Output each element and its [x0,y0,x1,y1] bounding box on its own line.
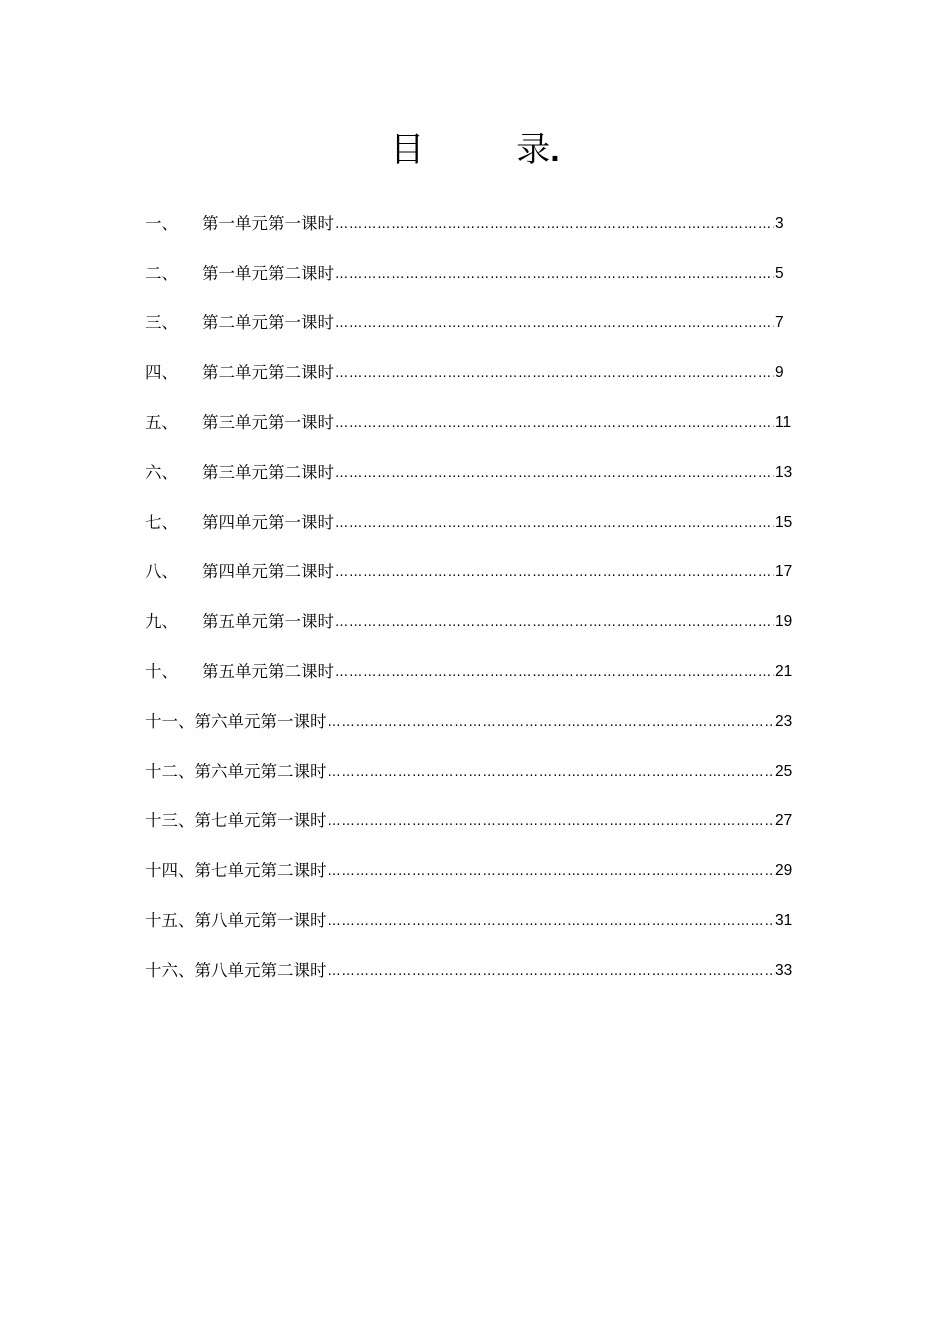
toc-dot-leader [335,211,774,237]
page-title [0,124,950,176]
toc-entry-page: 17 [775,563,793,581]
toc-entry-title: 第七单元第一课时 [194,811,327,831]
toc-entry-page: 27 [775,812,793,830]
toc-entry-page: 23 [775,712,793,730]
toc-entry-title: 第五单元第一课时 [202,612,334,632]
toc-entry-title: 第二单元第一课时 [202,313,334,333]
toc-dot-leader [335,559,774,585]
toc-entry-number: 八、 [145,562,178,582]
toc-entry-title: 第五单元第二课时 [202,662,334,682]
toc-entry[interactable] [145,697,805,747]
toc-entry-number: 十六、 [145,960,195,980]
toc-dot-leader [335,261,774,287]
toc-entry[interactable] [145,448,805,498]
toc-entry[interactable] [145,398,805,448]
toc-entry-title: 第二单元第二课时 [202,363,334,383]
toc-entry[interactable] [145,747,805,797]
toc-entry-title: 第六单元第一课时 [194,711,327,731]
toc-entry-title: 第八单元第一课时 [194,911,327,931]
table-of-contents [145,199,805,996]
toc-entry-number: 四、 [145,363,178,383]
toc-entry-page: 33 [775,961,793,979]
toc-entry[interactable] [145,199,805,249]
toc-dot-leader [328,958,775,984]
toc-entry-title: 第三单元第一课时 [202,413,334,433]
toc-entry-number: 十二、 [145,761,195,781]
toc-entry-number: 十五、 [145,911,195,931]
toc-entry-page: 7 [775,314,784,332]
toc-dot-leader [328,709,775,735]
toc-entry-title: 第七单元第二课时 [194,861,327,881]
toc-dot-leader [335,460,774,486]
toc-entry-page: 3 [775,214,784,232]
toc-entry[interactable] [145,846,805,896]
toc-entry-page: 9 [775,364,784,382]
toc-entry-page: 25 [775,762,793,780]
title-char-right: 录 [516,130,551,170]
toc-entry-page: 13 [775,463,793,481]
toc-dot-leader [328,808,775,834]
toc-entry[interactable] [145,249,805,299]
toc-dot-leader [335,510,774,536]
title-char-left: 目 [390,130,425,170]
toc-entry-page: 21 [775,663,793,681]
toc-entry-title: 第四单元第二课时 [202,562,334,582]
toc-entry-number: 七、 [145,512,178,532]
toc-entry-page: 15 [775,513,793,531]
toc-dot-leader [335,410,774,436]
toc-entry[interactable] [145,896,805,946]
toc-entry[interactable] [145,498,805,548]
toc-entry[interactable] [145,299,805,349]
toc-entry-number: 一、 [145,213,178,233]
toc-entry-page: 5 [775,264,784,282]
toc-dot-leader [335,659,774,685]
toc-entry-number: 十一、 [145,711,195,731]
toc-entry-number: 十、 [145,662,178,682]
toc-entry[interactable] [145,797,805,847]
toc-dot-leader [328,908,775,934]
toc-entry[interactable] [145,548,805,598]
toc-entry-page: 11 [775,414,792,432]
toc-entry[interactable] [145,348,805,398]
toc-entry-page: 31 [775,912,793,930]
toc-entry-title: 第一单元第一课时 [202,213,334,233]
toc-entry-number: 三、 [145,313,178,333]
toc-entry-page: 19 [775,613,793,631]
toc-dot-leader [328,858,775,884]
toc-dot-leader [335,360,774,386]
toc-dot-leader [328,759,775,785]
title-suffix: . [550,131,560,169]
toc-entry-number: 五、 [145,413,178,433]
toc-entry-title: 第一单元第二课时 [202,263,334,283]
toc-entry-title: 第六单元第二课时 [194,761,327,781]
toc-entry-page: 29 [775,862,793,880]
toc-entry-title: 第三单元第二课时 [202,462,334,482]
toc-entry-title: 第四单元第一课时 [202,512,334,532]
toc-entry[interactable] [145,647,805,697]
toc-entry-title: 第八单元第二课时 [194,960,327,980]
toc-dot-leader [335,609,774,635]
toc-dot-leader [335,310,774,336]
toc-entry[interactable] [145,597,805,647]
toc-entry-number: 六、 [145,462,178,482]
toc-entry[interactable] [145,946,805,996]
toc-entry-number: 十四、 [145,861,195,881]
toc-entry-number: 十三、 [145,811,195,831]
toc-entry-number: 九、 [145,612,178,632]
toc-entry-number: 二、 [145,263,178,283]
